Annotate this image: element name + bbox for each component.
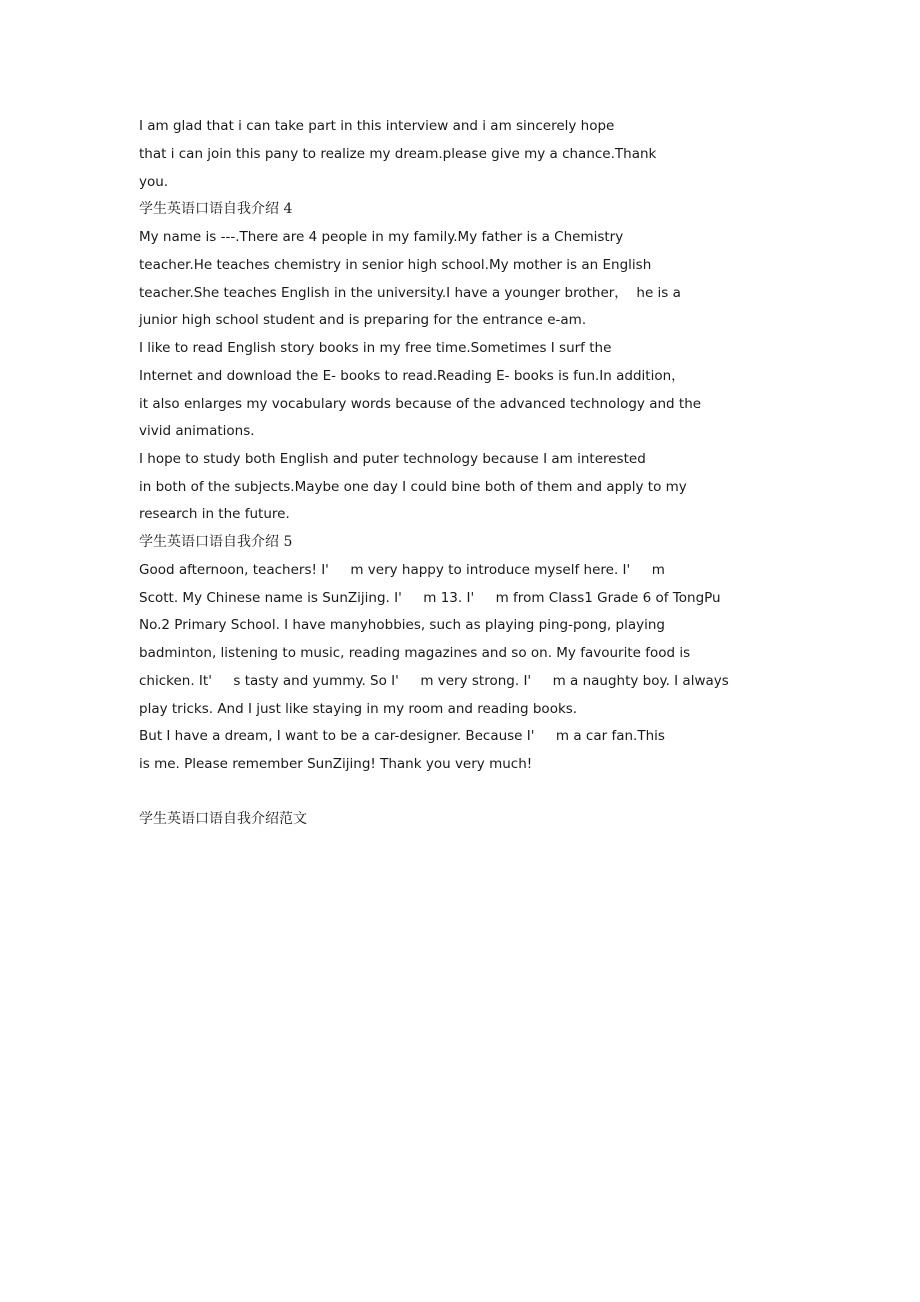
text-line: is me. Please remember SunZijing! Thank you very much! [139,756,533,772]
text-line: it also enlarges my vocabulary words because of the advanced technology and the [139,396,702,412]
section-heading-4: 学生英语口语自我介绍 4 [139,201,293,217]
text-line: junior high school student and is preparing for the entrance e-am. [139,312,587,328]
text-line: that i can join this pany to realize my dream.please give my a chance.Thank [139,146,657,162]
text-line: badminton, listening to music, reading magazines and so on. My favourite food is [139,645,691,661]
text-line: play tricks. And I just like staying in my room and reading books. [139,701,578,717]
text-line: I hope to study both English and puter technology because I am interested [139,451,646,467]
text-line: chicken. It' s tasty and yummy. So I' m very strong. I' m a naughty boy. I always [139,673,729,689]
text-line: Scott. My Chinese name is SunZijing. I' m 13. I' m from Class1 Grade 6 of TongPu [139,590,721,606]
footer-heading: 学生英语口语自我介绍范文 [139,811,307,827]
text-line: vivid animations. [139,423,255,439]
text-line: My name is ---.There are 4 people in my family.My father is a Chemistry [139,229,624,245]
text-line: Internet and download the E- books to read.Reading E- books is fun.In addition， [139,368,685,384]
text-line: But I have a dream, I want to be a car-designer. Because I' m a car fan.This [139,728,665,744]
text-line: in both of the subjects.Maybe one day I could bine both of them and apply to my [139,479,687,495]
text-line: I like to read English story books in my free time.Sometimes I surf the [139,340,612,356]
text-line: research in the future. [139,506,290,522]
section-heading-5: 学生英语口语自我介绍 5 [139,534,293,550]
text-line: teacher.She teaches English in the university.I have a younger brother， he is a [139,285,681,301]
text-line: I am glad that i can take part in this interview and i am sincerely hope [139,118,615,134]
text-line: you. [139,174,169,190]
text-line: No.2 Primary School. I have manyhobbies, such as playing ping-pong, playing [139,617,665,633]
text-line: teacher.He teaches chemistry in senior high school.My mother is an English [139,257,652,273]
text-line: Good afternoon, teachers! I' m very happy to introduce myself here. I' m [139,562,665,578]
